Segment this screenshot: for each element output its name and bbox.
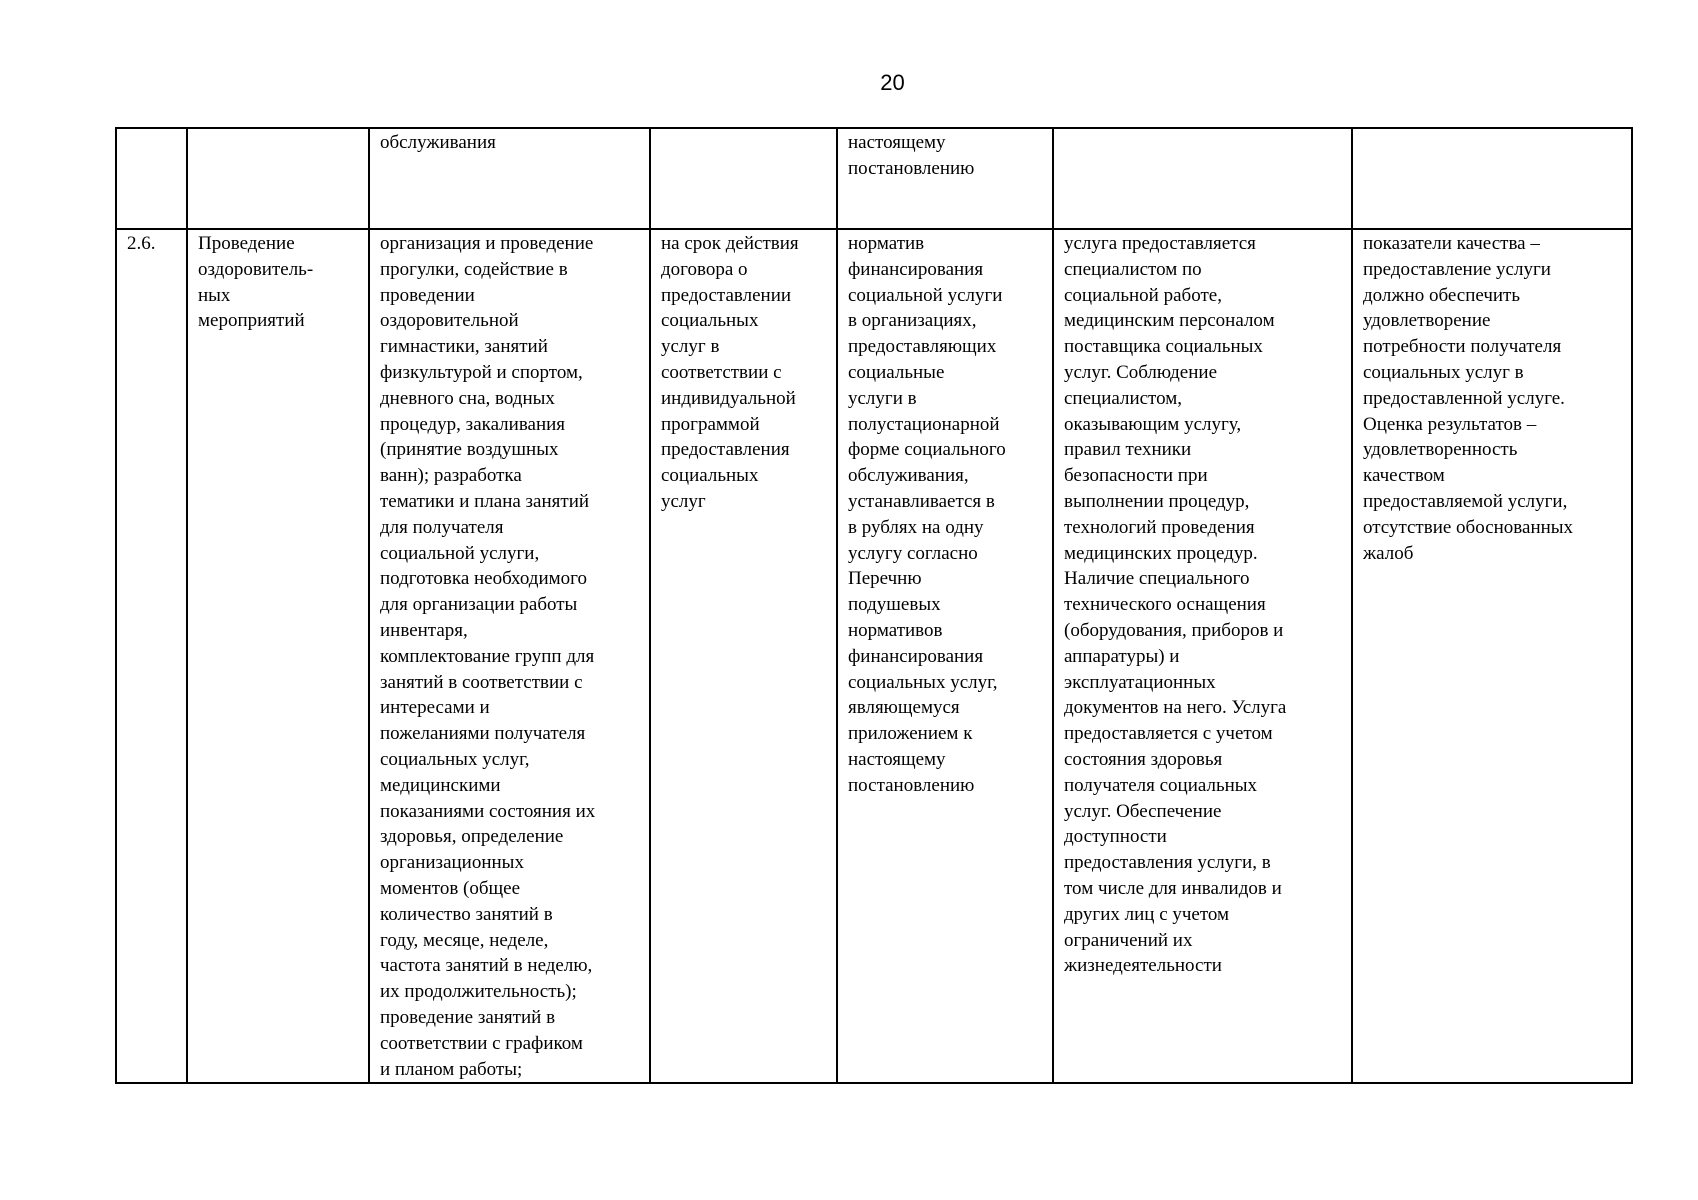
page-number: 20 <box>880 70 905 95</box>
cell-service-name: Проведение оздоровитель- ных мероприятий <box>187 229 369 1083</box>
table-row-continuation <box>116 128 1632 229</box>
cell-description: обслуживания <box>369 128 650 229</box>
services-table <box>115 127 1633 1084</box>
cell-term: на срок действия договора о предоставлении социальных услуг в соответствии с индивидуальной программой предоставления социальных услуг <box>650 229 837 1083</box>
cell-number: 2.6. <box>116 229 187 1083</box>
cell-financing: настоящему постановлению <box>837 128 1053 229</box>
cell-number <box>116 128 187 229</box>
cell-conditions: услуга предоставляется специалистом по социальной работе, медицинским персоналом поставщика социальных услуг. Соблюдение специалистом, оказывающим услугу, правил техники безопасности при выполнении процедур, технологий проведения медицинских процедур. Наличие специального технического оснащения (оборудования, приборов и аппаратуры) и эксплуатационных документов на него. Услуга предоставляется с учетом состояния здоровья получателя социальных услуг. Обеспечение доступности предоставления услуги, в том числе для инвалидов и других лиц с учетом ограничений их жизнедеятельности <box>1053 229 1352 1083</box>
cell-quality: показатели качества – предоставление услуги должно обеспечить удовлетворение потребности получателя социальных услуг в предоставленной услуге. Оценка результатов – удовлетворенность качеством предоставляемой услуги, отсутствие обоснованных жалоб <box>1352 229 1632 1083</box>
cell-quality <box>1352 128 1632 229</box>
cell-term <box>650 128 837 229</box>
cell-financing: норматив финансирования социальной услуги в организациях, предоставляющих социальные услуги в полустационарной форме социального обслуживания, устанавливается в в рублях на одну услугу согласно Перечню подушевых нормативов финансирования социальных услуг, являющемуся приложением к настоящему постановлению <box>837 229 1053 1083</box>
cell-conditions <box>1053 128 1352 229</box>
table-row-2-6 <box>116 229 1632 1083</box>
cell-description: организация и проведение прогулки, содействие в проведении оздоровительной гимнастики, занятий физкультурой и спортом, дневного сна, водных процедур, закаливания (принятие воздушных ванн); разработка тематики и плана занятий для получателя социальной услуги, подготовка необходимого для организации работы инвентаря, комплектование групп для занятий в соответствии с интересами и пожеланиями получателя социальных услуг, медицинскими показаниями состояния их здоровья, определение организационных моментов (общее количество занятий в году, месяце, неделе, частота занятий в неделю, их продолжительность); проведение занятий в соответствии с графиком и планом работы; <box>369 229 650 1083</box>
cell-service-name <box>187 128 369 229</box>
